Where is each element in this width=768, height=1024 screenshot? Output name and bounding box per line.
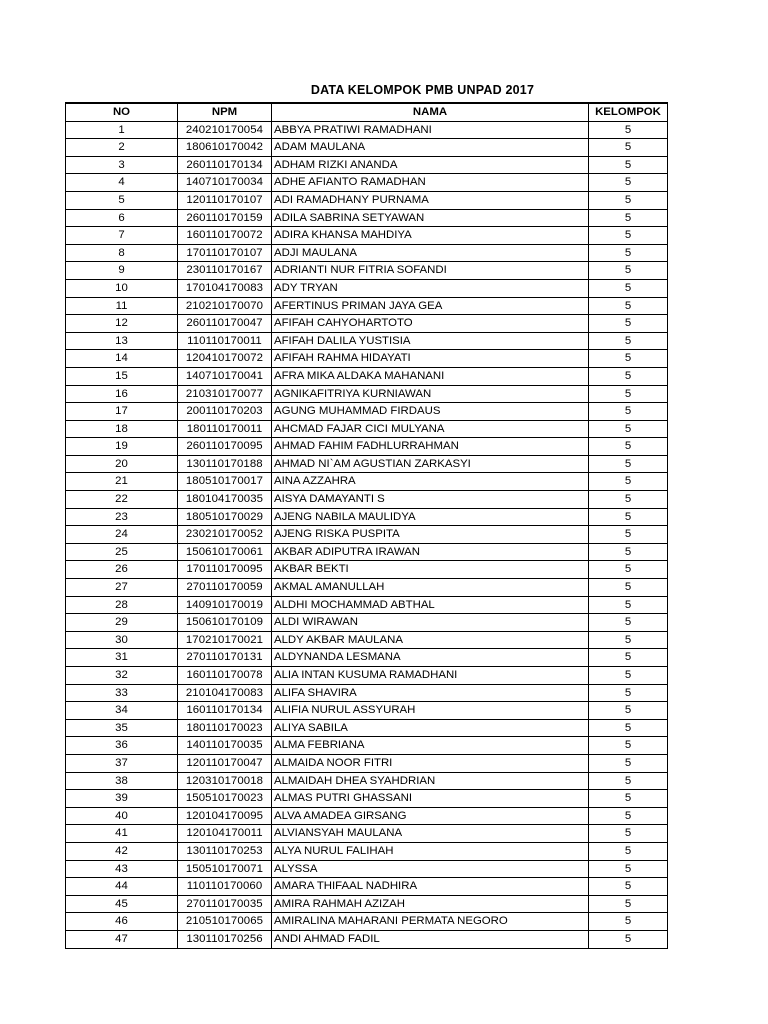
cell-nama: AGUNG MUHAMMAD FIRDAUS bbox=[272, 403, 589, 421]
cell-npm: 180110170023 bbox=[178, 719, 272, 737]
cell-npm: 270110170059 bbox=[178, 579, 272, 597]
table-row bbox=[66, 614, 668, 632]
cell-nama: ALDY AKBAR MAULANA bbox=[272, 631, 589, 649]
cell-npm: 270110170131 bbox=[178, 649, 272, 667]
cell-npm: 140710170041 bbox=[178, 367, 272, 385]
cell-nama: ALIYA SABILA bbox=[272, 719, 589, 737]
cell-npm: 120110170107 bbox=[178, 191, 272, 209]
cell-nama: AHMAD FAHIM FADHLURRAHMAN bbox=[272, 438, 589, 456]
table-row bbox=[66, 579, 668, 597]
cell-npm: 270110170035 bbox=[178, 895, 272, 913]
cell-npm: 170210170021 bbox=[178, 631, 272, 649]
table-row bbox=[66, 174, 668, 192]
cell-nama: AHCMAD FAJAR CICI MULYANA bbox=[272, 420, 589, 438]
cell-npm: 170110170107 bbox=[178, 244, 272, 262]
cell-npm: 170110170095 bbox=[178, 561, 272, 579]
cell-no: 10 bbox=[66, 279, 178, 297]
table-row bbox=[66, 209, 668, 227]
cell-no: 36 bbox=[66, 737, 178, 755]
cell-kelompok: 5 bbox=[589, 825, 668, 843]
cell-no: 26 bbox=[66, 561, 178, 579]
cell-npm: 130110170253 bbox=[178, 842, 272, 860]
cell-no: 34 bbox=[66, 702, 178, 720]
cell-npm: 140910170019 bbox=[178, 596, 272, 614]
cell-nama: ALDI WIRAWAN bbox=[272, 614, 589, 632]
cell-nama: ADI RAMADHANY PURNAMA bbox=[272, 191, 589, 209]
cell-kelompok: 5 bbox=[589, 878, 668, 896]
table-row bbox=[66, 438, 668, 456]
cell-nama: ALMA FEBRIANA bbox=[272, 737, 589, 755]
table-row bbox=[66, 473, 668, 491]
cell-npm: 170104170083 bbox=[178, 279, 272, 297]
cell-nama: AISYA DAMAYANTI S bbox=[272, 491, 589, 509]
table-row bbox=[66, 702, 668, 720]
cell-kelompok: 5 bbox=[589, 139, 668, 157]
cell-kelompok: 5 bbox=[589, 737, 668, 755]
cell-npm: 260110170134 bbox=[178, 156, 272, 174]
table-row bbox=[66, 930, 668, 948]
cell-no: 9 bbox=[66, 262, 178, 280]
table-row bbox=[66, 825, 668, 843]
cell-nama: ALIA INTAN KUSUMA RAMADHANI bbox=[272, 667, 589, 685]
table-row bbox=[66, 737, 668, 755]
cell-kelompok: 5 bbox=[589, 473, 668, 491]
header-nama: NAMA bbox=[272, 103, 589, 121]
table-row bbox=[66, 719, 668, 737]
cell-nama: AJENG RISKA PUSPITA bbox=[272, 526, 589, 544]
cell-npm: 150510170023 bbox=[178, 790, 272, 808]
cell-kelompok: 5 bbox=[589, 297, 668, 315]
cell-nama: ALIFA SHAVIRA bbox=[272, 684, 589, 702]
cell-nama: ADHAM RIZKI ANANDA bbox=[272, 156, 589, 174]
cell-no: 3 bbox=[66, 156, 178, 174]
cell-kelompok: 5 bbox=[589, 262, 668, 280]
table-row bbox=[66, 403, 668, 421]
cell-npm: 210210170070 bbox=[178, 297, 272, 315]
cell-no: 39 bbox=[66, 790, 178, 808]
cell-no: 24 bbox=[66, 526, 178, 544]
cell-npm: 120310170018 bbox=[178, 772, 272, 790]
cell-no: 20 bbox=[66, 455, 178, 473]
table-row bbox=[66, 191, 668, 209]
cell-npm: 140710170034 bbox=[178, 174, 272, 192]
cell-kelompok: 5 bbox=[589, 350, 668, 368]
header-npm: NPM bbox=[178, 103, 272, 121]
cell-no: 29 bbox=[66, 614, 178, 632]
cell-no: 41 bbox=[66, 825, 178, 843]
table-row bbox=[66, 860, 668, 878]
cell-nama: ADIRA KHANSA MAHDIYA bbox=[272, 227, 589, 245]
cell-nama: AFIFAH CAHYOHARTOTO bbox=[272, 315, 589, 333]
cell-npm: 260110170159 bbox=[178, 209, 272, 227]
cell-kelompok: 5 bbox=[589, 332, 668, 350]
table-header bbox=[66, 103, 668, 121]
cell-kelompok: 5 bbox=[589, 754, 668, 772]
header-no: NO bbox=[66, 103, 178, 121]
cell-npm: 160110170072 bbox=[178, 227, 272, 245]
cell-no: 40 bbox=[66, 807, 178, 825]
cell-nama: AMIRA RAHMAH AZIZAH bbox=[272, 895, 589, 913]
cell-kelompok: 5 bbox=[589, 561, 668, 579]
cell-kelompok: 5 bbox=[589, 895, 668, 913]
cell-nama: ALMAIDA NOOR FITRI bbox=[272, 754, 589, 772]
table-row bbox=[66, 754, 668, 772]
cell-kelompok: 5 bbox=[589, 491, 668, 509]
cell-no: 21 bbox=[66, 473, 178, 491]
cell-kelompok: 5 bbox=[589, 702, 668, 720]
cell-no: 4 bbox=[66, 174, 178, 192]
cell-nama: AFIFAH RAHMA HIDAYATI bbox=[272, 350, 589, 368]
cell-npm: 120104170095 bbox=[178, 807, 272, 825]
cell-kelompok: 5 bbox=[589, 526, 668, 544]
cell-npm: 230110170167 bbox=[178, 262, 272, 280]
table-row bbox=[66, 315, 668, 333]
cell-nama: ADHE AFIANTO RAMADHAN bbox=[272, 174, 589, 192]
cell-no: 14 bbox=[66, 350, 178, 368]
header-row bbox=[66, 103, 668, 121]
cell-no: 2 bbox=[66, 139, 178, 157]
cell-no: 44 bbox=[66, 878, 178, 896]
cell-nama: AMIRALINA MAHARANI PERMATA NEGORO bbox=[272, 913, 589, 931]
cell-kelompok: 5 bbox=[589, 244, 668, 262]
cell-npm: 120110170047 bbox=[178, 754, 272, 772]
cell-npm: 150510170071 bbox=[178, 860, 272, 878]
cell-kelompok: 5 bbox=[589, 156, 668, 174]
cell-no: 19 bbox=[66, 438, 178, 456]
table-row bbox=[66, 772, 668, 790]
cell-nama: ALYSSA bbox=[272, 860, 589, 878]
cell-nama: ANDI AHMAD FADIL bbox=[272, 930, 589, 948]
table-row bbox=[66, 526, 668, 544]
cell-kelompok: 5 bbox=[589, 367, 668, 385]
table-row bbox=[66, 455, 668, 473]
cell-nama: ALYA NURUL FALIHAH bbox=[272, 842, 589, 860]
cell-nama: AFERTINUS PRIMAN JAYA GEA bbox=[272, 297, 589, 315]
cell-nama: ALDYNANDA LESMANA bbox=[272, 649, 589, 667]
cell-nama: ADRIANTI NUR FITRIA SOFANDI bbox=[272, 262, 589, 280]
table-body bbox=[66, 121, 668, 948]
table-row bbox=[66, 139, 668, 157]
cell-no: 17 bbox=[66, 403, 178, 421]
cell-nama: ADY TRYAN bbox=[272, 279, 589, 297]
cell-npm: 110110170011 bbox=[178, 332, 272, 350]
cell-npm: 260110170047 bbox=[178, 315, 272, 333]
cell-nama: ADAM MAULANA bbox=[272, 139, 589, 157]
cell-no: 6 bbox=[66, 209, 178, 227]
cell-npm: 150610170109 bbox=[178, 614, 272, 632]
cell-npm: 180610170042 bbox=[178, 139, 272, 157]
cell-kelompok: 5 bbox=[589, 174, 668, 192]
cell-kelompok: 5 bbox=[589, 438, 668, 456]
cell-no: 30 bbox=[66, 631, 178, 649]
cell-no: 28 bbox=[66, 596, 178, 614]
table-row bbox=[66, 262, 668, 280]
cell-no: 38 bbox=[66, 772, 178, 790]
table-row bbox=[66, 279, 668, 297]
cell-nama: AFIFAH DALILA YUSTISIA bbox=[272, 332, 589, 350]
header-kelompok: KELOMPOK bbox=[589, 103, 668, 121]
cell-no: 18 bbox=[66, 420, 178, 438]
table-row bbox=[66, 807, 668, 825]
cell-kelompok: 5 bbox=[589, 842, 668, 860]
cell-nama: AFRA MIKA ALDAKA MAHANANI bbox=[272, 367, 589, 385]
table-row bbox=[66, 156, 668, 174]
cell-npm: 180510170017 bbox=[178, 473, 272, 491]
table-row bbox=[66, 631, 668, 649]
cell-no: 35 bbox=[66, 719, 178, 737]
cell-npm: 160110170134 bbox=[178, 702, 272, 720]
table-row bbox=[66, 385, 668, 403]
cell-no: 15 bbox=[66, 367, 178, 385]
cell-kelompok: 5 bbox=[589, 772, 668, 790]
table-row bbox=[66, 649, 668, 667]
cell-no: 22 bbox=[66, 491, 178, 509]
cell-kelompok: 5 bbox=[589, 614, 668, 632]
cell-kelompok: 5 bbox=[589, 596, 668, 614]
table-row bbox=[66, 350, 668, 368]
cell-no: 27 bbox=[66, 579, 178, 597]
cell-nama: ALMAS PUTRI GHASSANI bbox=[272, 790, 589, 808]
cell-no: 31 bbox=[66, 649, 178, 667]
data-table bbox=[65, 102, 668, 949]
cell-npm: 120104170011 bbox=[178, 825, 272, 843]
cell-npm: 160110170078 bbox=[178, 667, 272, 685]
cell-no: 16 bbox=[66, 385, 178, 403]
cell-npm: 110110170060 bbox=[178, 878, 272, 896]
table-row bbox=[66, 913, 668, 931]
cell-kelompok: 5 bbox=[589, 631, 668, 649]
table-row bbox=[66, 227, 668, 245]
cell-npm: 180104170035 bbox=[178, 491, 272, 509]
cell-no: 13 bbox=[66, 332, 178, 350]
cell-nama: AKBAR ADIPUTRA IRAWAN bbox=[272, 543, 589, 561]
cell-no: 42 bbox=[66, 842, 178, 860]
cell-no: 33 bbox=[66, 684, 178, 702]
table-row bbox=[66, 244, 668, 262]
cell-kelompok: 5 bbox=[589, 227, 668, 245]
cell-nama: ALVA AMADEA GIRSANG bbox=[272, 807, 589, 825]
cell-npm: 260110170095 bbox=[178, 438, 272, 456]
cell-npm: 150610170061 bbox=[178, 543, 272, 561]
cell-no: 12 bbox=[66, 315, 178, 333]
cell-kelompok: 5 bbox=[589, 684, 668, 702]
table-row bbox=[66, 491, 668, 509]
cell-no: 5 bbox=[66, 191, 178, 209]
cell-nama: AKBAR BEKTI bbox=[272, 561, 589, 579]
cell-kelompok: 5 bbox=[589, 508, 668, 526]
table-row bbox=[66, 420, 668, 438]
cell-npm: 120410170072 bbox=[178, 350, 272, 368]
cell-kelompok: 5 bbox=[589, 403, 668, 421]
table-row bbox=[66, 297, 668, 315]
table-row bbox=[66, 367, 668, 385]
cell-kelompok: 5 bbox=[589, 913, 668, 931]
cell-kelompok: 5 bbox=[589, 385, 668, 403]
cell-npm: 230210170052 bbox=[178, 526, 272, 544]
cell-kelompok: 5 bbox=[589, 455, 668, 473]
table-row bbox=[66, 543, 668, 561]
cell-nama: ABBYA PRATIWI RAMADHANI bbox=[272, 121, 589, 139]
cell-npm: 140110170035 bbox=[178, 737, 272, 755]
cell-npm: 200110170203 bbox=[178, 403, 272, 421]
cell-npm: 180110170011 bbox=[178, 420, 272, 438]
cell-no: 46 bbox=[66, 913, 178, 931]
cell-kelompok: 5 bbox=[589, 315, 668, 333]
cell-nama: ADILA SABRINA SETYAWAN bbox=[272, 209, 589, 227]
cell-kelompok: 5 bbox=[589, 649, 668, 667]
cell-nama: ALDHI MOCHAMMAD ABTHAL bbox=[272, 596, 589, 614]
table-row bbox=[66, 508, 668, 526]
cell-kelompok: 5 bbox=[589, 209, 668, 227]
cell-nama: ALVIANSYAH MAULANA bbox=[272, 825, 589, 843]
cell-no: 37 bbox=[66, 754, 178, 772]
cell-nama: AINA AZZAHRA bbox=[272, 473, 589, 491]
cell-kelompok: 5 bbox=[589, 121, 668, 139]
table-row bbox=[66, 790, 668, 808]
cell-nama: AHMAD NI`AM AGUSTIAN ZARKASYI bbox=[272, 455, 589, 473]
cell-nama: ADJI MAULANA bbox=[272, 244, 589, 262]
cell-kelompok: 5 bbox=[589, 191, 668, 209]
table-row bbox=[66, 121, 668, 139]
cell-kelompok: 5 bbox=[589, 579, 668, 597]
cell-nama: AMARA THIFAAL NADHIRA bbox=[272, 878, 589, 896]
cell-nama: ALMAIDAH DHEA SYAHDRIAN bbox=[272, 772, 589, 790]
table-row bbox=[66, 878, 668, 896]
cell-npm: 240210170054 bbox=[178, 121, 272, 139]
cell-no: 23 bbox=[66, 508, 178, 526]
cell-nama: AKMAL AMANULLAH bbox=[272, 579, 589, 597]
cell-no: 7 bbox=[66, 227, 178, 245]
cell-nama: AGNIKAFITRIYA KURNIAWAN bbox=[272, 385, 589, 403]
cell-no: 25 bbox=[66, 543, 178, 561]
cell-npm: 210104170083 bbox=[178, 684, 272, 702]
table-row bbox=[66, 561, 668, 579]
table-row bbox=[66, 842, 668, 860]
cell-no: 47 bbox=[66, 930, 178, 948]
cell-kelompok: 5 bbox=[589, 719, 668, 737]
cell-kelompok: 5 bbox=[589, 807, 668, 825]
cell-npm: 180510170029 bbox=[178, 508, 272, 526]
cell-no: 1 bbox=[66, 121, 178, 139]
table-row bbox=[66, 667, 668, 685]
cell-npm: 130110170256 bbox=[178, 930, 272, 948]
cell-kelompok: 5 bbox=[589, 279, 668, 297]
cell-no: 11 bbox=[66, 297, 178, 315]
table-row bbox=[66, 596, 668, 614]
cell-kelompok: 5 bbox=[589, 860, 668, 878]
cell-kelompok: 5 bbox=[589, 667, 668, 685]
cell-kelompok: 5 bbox=[589, 420, 668, 438]
cell-kelompok: 5 bbox=[589, 790, 668, 808]
cell-npm: 210510170065 bbox=[178, 913, 272, 931]
cell-nama: ALIFIA NURUL ASSYURAH bbox=[272, 702, 589, 720]
cell-kelompok: 5 bbox=[589, 930, 668, 948]
table-row bbox=[66, 684, 668, 702]
table-row bbox=[66, 332, 668, 350]
cell-no: 45 bbox=[66, 895, 178, 913]
cell-nama: AJENG NABILA MAULIDYA bbox=[272, 508, 589, 526]
cell-no: 32 bbox=[66, 667, 178, 685]
cell-npm: 210310170077 bbox=[178, 385, 272, 403]
document-title: DATA KELOMPOK PMB UNPAD 2017 bbox=[310, 83, 535, 97]
cell-no: 43 bbox=[66, 860, 178, 878]
table-row bbox=[66, 895, 668, 913]
cell-kelompok: 5 bbox=[589, 543, 668, 561]
cell-npm: 130110170188 bbox=[178, 455, 272, 473]
cell-no: 8 bbox=[66, 244, 178, 262]
